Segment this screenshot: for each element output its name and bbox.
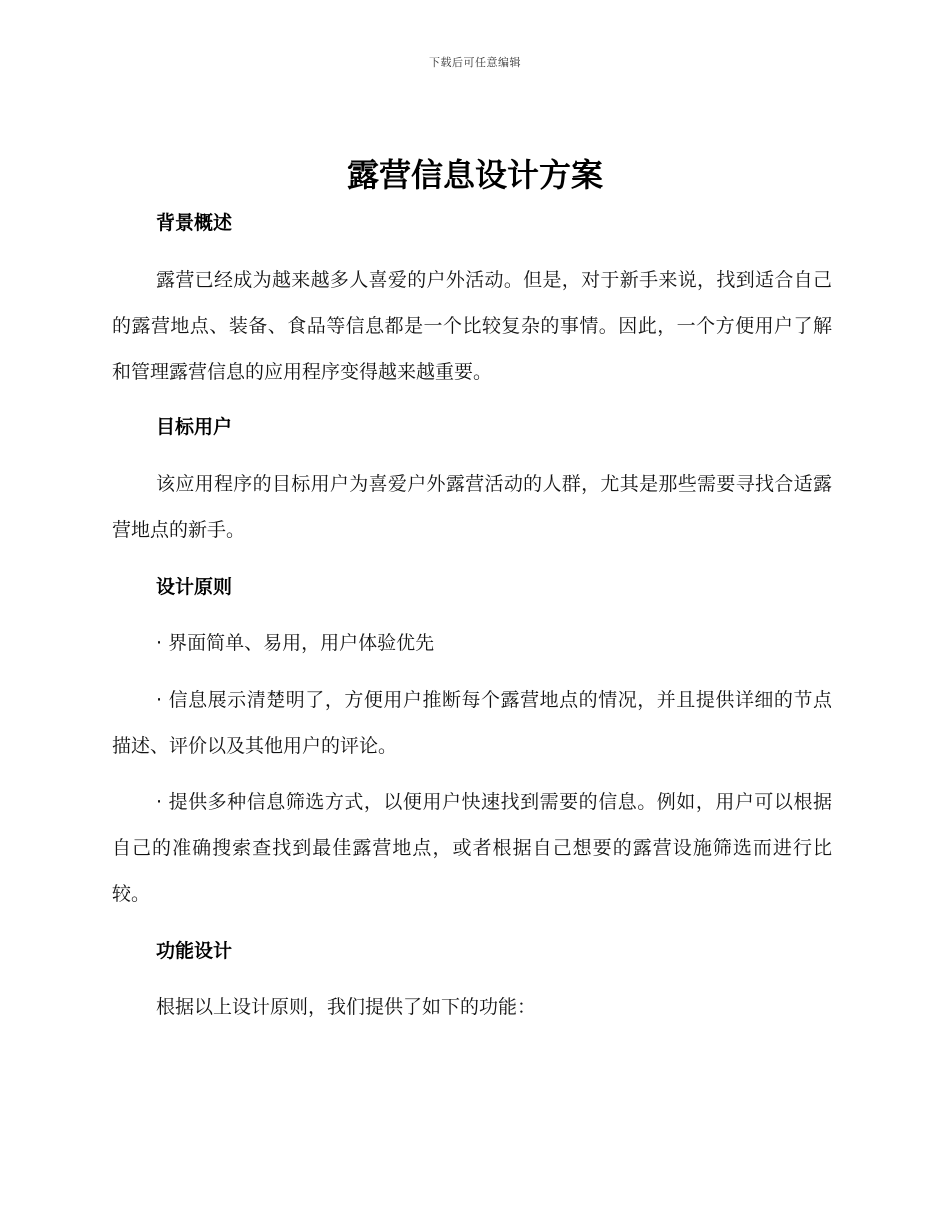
- document-title: 露营信息设计方案: [346, 156, 603, 194]
- paragraph-feature-design: 根据以上设计原则，我们提供了如下的功能：: [156, 996, 537, 1018]
- section-heading-target-users: 目标用户: [156, 416, 233, 438]
- principle-item: · 界面简单、易用，用户体验优先: [156, 632, 435, 654]
- paragraph-background: 露营已经成为越来越多人喜爱的户外活动。但是，对于新手来说，找到适合自己的露营地点、装备、食品等信息都是一个比较复杂的事情。因此，一个方便用户了解和管理露营信息的应用程序变得越来越重要。: [112, 269, 832, 383]
- principle-item: · 信息展示清楚明了，方便用户推断每个露营地点的情况，并且提供详细的节点描述、评价以及其他用户的评论。: [112, 689, 832, 757]
- section-heading-feature-design: 功能设计: [156, 940, 233, 962]
- section-heading-design-principles: 设计原则: [156, 576, 233, 598]
- principle-item: · 提供多种信息筛选方式，以便用户快速找到需要的信息。例如，用户可以根据自己的准确搜索查找到最佳露营地点，或者根据自己想要的露营设施筛选而进行比较。: [112, 791, 832, 905]
- header-note: 下载后可任意编辑: [429, 56, 521, 69]
- section-heading-background: 背景概述: [156, 212, 233, 234]
- paragraph-target-users: 该应用程序的目标用户为喜爱户外露营活动的人群，尤其是那些需要寻找合适露营地点的新手。: [112, 473, 832, 541]
